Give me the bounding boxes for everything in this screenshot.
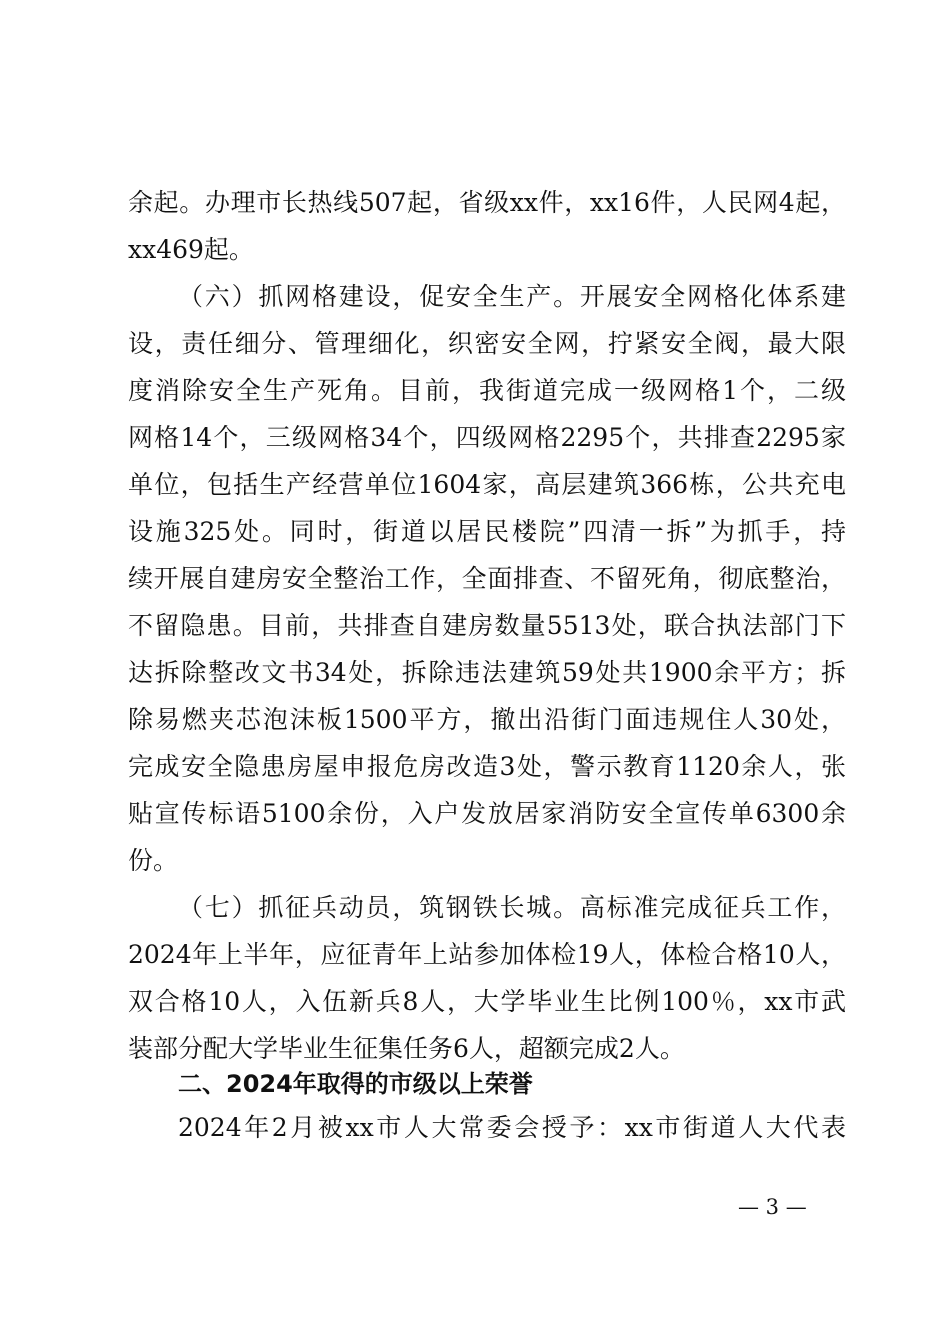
text-line: 设施325处。同时，街道以居民楼院”四清一拆”为抓手，持 bbox=[128, 517, 846, 546]
text-line: 2024年上半年，应征青年上站参加体检19人，体检合格10人， bbox=[128, 940, 846, 969]
text-line: 度消除安全生产死角。目前，我街道完成一级网格1个，二级 bbox=[128, 376, 846, 405]
page-number: — 3 — bbox=[738, 1195, 807, 1219]
text-line: 不留隐患。目前，共排查自建房数量5513处，联合执法部门下 bbox=[128, 611, 846, 640]
text-line: 份。 bbox=[128, 846, 179, 875]
text-line: xx469起。 bbox=[128, 235, 254, 264]
text-line: 双合格10人，入伍新兵8人，大学毕业生比例100％，xx市武 bbox=[128, 987, 846, 1016]
text-line: 装部分配大学毕业生征集任务6人，超额完成2人。 bbox=[128, 1034, 685, 1063]
text-line: 达拆除整改文书34处，拆除违法建筑59处共1900余平方；拆 bbox=[128, 658, 846, 687]
text-line: 除易燃夹芯泡沫板1500平方，撤出沿街门面违规住人30处， bbox=[128, 705, 846, 734]
text-line: 2024年2月被xx市人大常委会授予：xx市街道人大代表 bbox=[178, 1113, 846, 1142]
text-line: 单位，包括生产经营单位1604家，高层建筑366栋，公共充电 bbox=[128, 470, 846, 499]
section-seven-title-line: （七）抓征兵动员，筑钢铁长城。高标准完成征兵工作， bbox=[178, 893, 846, 922]
text-line: 网格14个，三级网格34个，四级网格2295个，共排查2295家 bbox=[128, 423, 846, 452]
text-line: 贴宣传标语5100余份，入户发放居家消防安全宣传单6300余 bbox=[128, 799, 846, 828]
section-six-title-line: （六）抓网格建设，促安全生产。开展安全网格化体系建 bbox=[178, 282, 846, 311]
text-line: 完成安全隐患房屋申报危房改造3处，警示教育1120余人，张 bbox=[128, 752, 846, 781]
text-line: 余起。办理市长热线507起，省级xx件，xx16件，人民网4起， bbox=[128, 188, 846, 217]
text-line: 续开展自建房安全整治工作，全面排查、不留死角，彻底整治， bbox=[128, 564, 846, 593]
section-heading: 二、2024年取得的市级以上荣誉 bbox=[178, 1070, 533, 1098]
text-line: 设，责任细分、管理细化，织密安全网，拧紧安全阀，最大限 bbox=[128, 329, 846, 358]
